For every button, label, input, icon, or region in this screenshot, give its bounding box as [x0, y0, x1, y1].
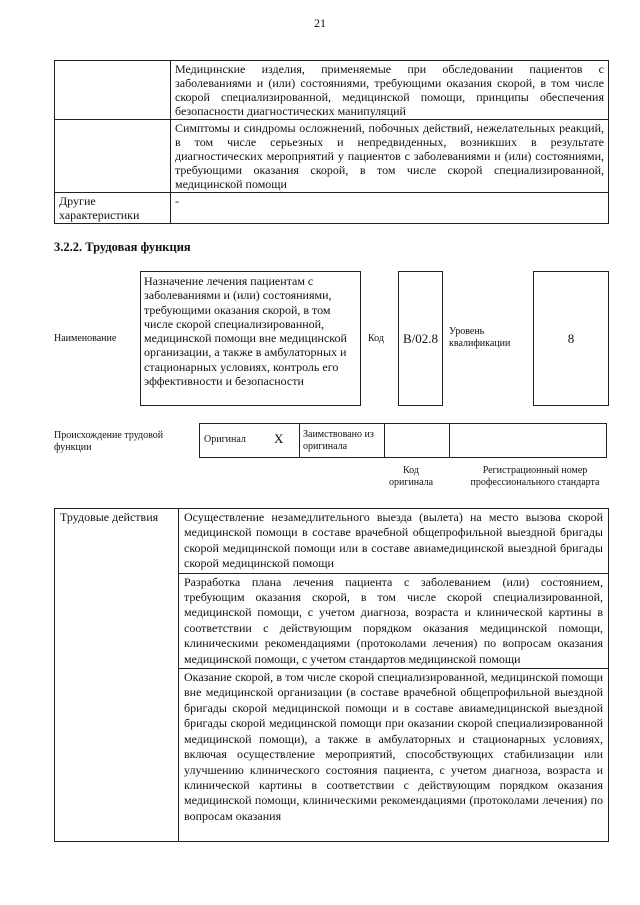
- table-row: [55, 120, 609, 193]
- original-code-cell: [384, 423, 450, 458]
- code-label: Код: [368, 333, 384, 344]
- row-text: Медицинские изделия, применяемые при обследовании пациентов с заболеваниями и (или) состояниями, требующими оказания скорой, в том числе скорой специализированной, медицинской помощи, принципы обеспечения безопасности диагностических манипуляций: [171, 61, 609, 120]
- actions-table: [54, 508, 609, 842]
- table-row: [55, 509, 609, 574]
- row-text: Симптомы и синдромы осложнений, побочных действий, нежелательных реакций, в том числе серьезных и непредвиденных, возникших в результате диагностических мероприятий у пациентов с заболеваниями и (или) состояниями, требующими оказания скорой, в том числе скорой специализированной, медицинской помощи: [171, 120, 609, 193]
- original-label: Оригинал: [204, 434, 246, 445]
- row-label: [55, 120, 171, 193]
- section-title: 3.2.2. Трудовая функция: [54, 240, 191, 254]
- row-label: [55, 61, 171, 120]
- page-number: 21: [314, 16, 326, 30]
- function-name: Назначение лечения пациентам с заболеваниями и (или) состояниями, требующими оказания скорой, в том числе скорой специализированной, медицинской помощи вне медицинской организации, а также в амбулаторных и стационарных условиях, контроль его эффективности и безопасности: [140, 271, 361, 406]
- name-label: Наименование: [54, 333, 117, 344]
- level-value: 8: [533, 271, 609, 406]
- row-label: Другие характеристики: [55, 193, 171, 224]
- action-item: Разработка плана лечения пациента с заболеванием (или) состоянием, требующим оказания скорой, в том числе скорой специализированной, медицинской помощи, с учетом диагноза, возраста и клинической картины в соответствии с действующим порядком оказания медицинской помощи, клиническими рекомендациями (протоколами лечения) по вопросам оказания медицинской помощи, с учетом стандартов медицинской помощи: [179, 573, 609, 668]
- origin-row: [200, 423, 609, 458]
- code-caption: Код оригинала: [389, 465, 434, 488]
- row-text: -: [171, 193, 609, 224]
- action-item: Осуществление незамедлительного выезда (вылета) на место вызова скорой медицинской помощи в составе врачебной общепрофильной выездной бригады скорой медицинской помощи или в составе авиамедицинской выездной бригады скорой медицинской помощи: [179, 509, 609, 574]
- level-label: Уровень квалификации: [449, 326, 511, 349]
- action-item-cell: [179, 669, 609, 842]
- reg-caption: Регистрационный номер профессионального стандарта: [470, 465, 600, 488]
- knowledge-table: [54, 60, 609, 224]
- action-item: Оказание скорой, в том числе скорой специализированной, медицинской помощи вне медицинской организации (в составе врачебной общепрофильной выездной бригады скорой медицинской помощи и в составе авиамедицинской выездной бригады скорой медицинской помощи при оказании скорой специализированной медицинской помощи), а также в амбулаторных и стационарных условиях, включая осуществление мероприятий, способствующих стабилизации или улучшению клинического состояния пациента, с учетом диагноза, возраста и клинической картины в соответствии с действующим порядком оказания медицинской помощи, клиническими рекомендациями (протоколами лечения) по вопросам оказания: [184, 670, 603, 823]
- actions-label: Трудовые действия: [55, 509, 179, 842]
- original-mark: X: [274, 431, 284, 446]
- borrowed-label: Заимствовано из оригинала: [299, 423, 385, 458]
- reg-number-cell: [449, 423, 607, 458]
- original-cell: [199, 423, 300, 458]
- code-value: B/02.8: [398, 271, 443, 406]
- origin-label: Происхождение трудовой функции: [54, 430, 164, 453]
- table-row: [55, 193, 609, 224]
- table-row: [55, 61, 609, 120]
